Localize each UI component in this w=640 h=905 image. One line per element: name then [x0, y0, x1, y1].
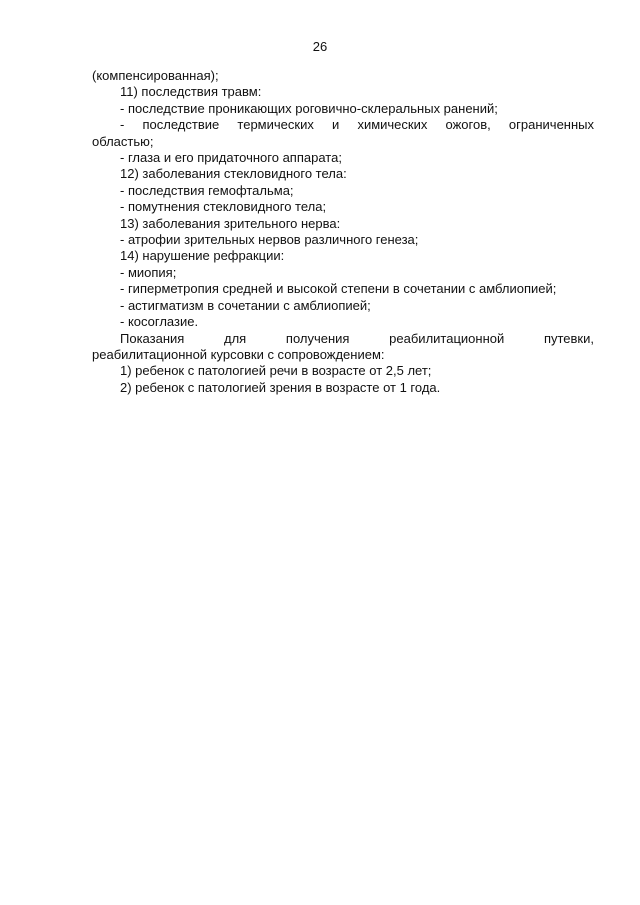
text-line: (компенсированная);: [92, 68, 219, 83]
paragraph-line: Показания для получения реабилитационной путевки,: [120, 330, 594, 346]
section-heading: 12) заболевания стекловидного тела:: [120, 166, 347, 182]
page-number: 26: [312, 39, 328, 54]
text-line: областью;: [92, 133, 154, 149]
list-item: - помутнения стекловидного тела;: [120, 199, 327, 215]
list-item: - косоглазие.: [120, 314, 199, 330]
section-heading: 14) нарушение рефракции:: [120, 248, 285, 264]
list-item: 2) ребенок с патологией зрения в возрасте от 1 года.: [120, 379, 441, 395]
list-item: - последствия гемофтальма;: [120, 182, 294, 198]
list-item: - последствие проникающих роговично-склеральных ранений;: [120, 100, 498, 116]
list-item: - гиперметропия средней и высокой степени в сочетании с амблиопией;: [120, 281, 557, 297]
paragraph-line: реабилитационной курсовки с сопровождением:: [92, 346, 385, 362]
list-item: - глаза и его придаточного аппарата;: [120, 150, 342, 166]
list-item: - последствие термических и химических ожогов, ограниченных: [120, 117, 594, 133]
section-heading: 13) заболевания зрительного нерва:: [120, 215, 341, 231]
list-item: 1) ребенок с патологией речи в возрасте от 2,5 лет;: [120, 363, 432, 379]
section-heading: 11) последствия травм:: [120, 84, 262, 100]
document-body: [92, 68, 594, 396]
list-item: - миопия;: [120, 264, 177, 280]
list-item: - атрофии зрительных нервов различного генеза;: [120, 232, 419, 248]
list-item: - астигматизм в сочетании с амблиопией;: [120, 297, 371, 313]
